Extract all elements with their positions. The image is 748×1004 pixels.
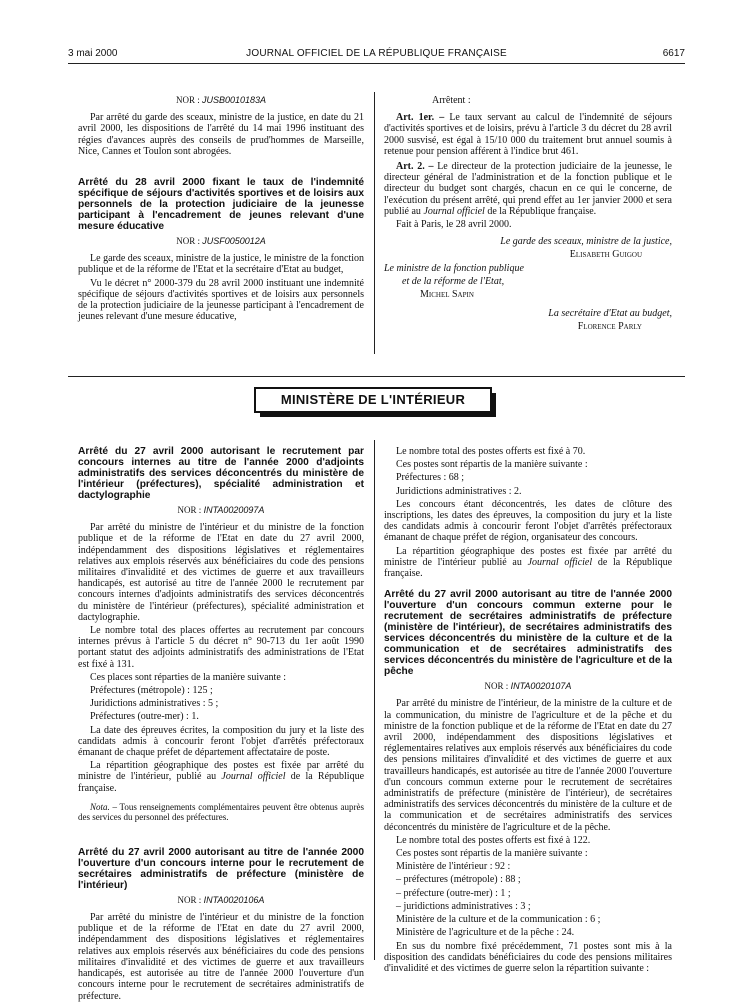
signature-name: Florence Parly — [577, 321, 642, 333]
nor-code: INTA0020106A — [203, 894, 265, 905]
signature-role: La secrétaire d'Etat au budget, — [548, 308, 672, 320]
section-title: Arrêté du 28 avril 2000 fixant le taux de l'indemnité spécifique de séjours d'activités sportives et de loisirs aux personnels de la protection judiciaire de la jeunesse participant à l'encadrement de jeunes relevant d'une mesure éducative — [78, 177, 364, 233]
article-1: Art. 1er. – Le taux servant au calcul de l'indemnité de séjours d'activités sportives et de loisirs, prévu à l'article 3 du décret du 28 avril 2000 susvisé, est égal à 15/10 000 du traitement brut annuel soumis à retenue pour pension afférent à l'indice brut 461. — [384, 112, 673, 157]
list-item: – juridictions administratives : 3 ; — [396, 900, 531, 912]
section-title: Arrêté du 27 avril 2000 autorisant le recrutement par concours internes au titre de l'année 2000 d'adjoints administratifs des services déconcentrés du ministère de l'intérieur (préfectures), spécialité administration et dactylographie — [78, 446, 364, 501]
list-item: – préfecture (outre-mer) : 1 ; — [396, 887, 511, 899]
nor-line: NOR : INTA0020107A — [484, 681, 572, 692]
paragraph: Vu le décret n° 2000-379 du 28 avril 2000 instituant une indemnité spécifique de séjours d'activités sportives et de loisirs aux personnels de la protection judiciaire de la jeunesse participant à l'encadrement de jeunes relevant d'une mesure éducative, — [78, 277, 364, 323]
fait-line: Fait à Paris, le 28 avril 2000. — [396, 219, 512, 231]
paragraph: Par arrêté du ministre de l'intérieur et du ministre de la fonction publique et de la réforme de l'Etat en date du 27 avril 2000, indépendamment des dispositions législatives et réglementaires relatives aux emplois réservés aux bénéficiaires du code des pensions militaires d'invalidité et des victimes de guerre et aux travailleurs handicapés, est autorisée au titre de l'année 2000 l'ouverture d'un concours interne pour le recrutement de secrétaires administratifs de préfecture. — [78, 912, 364, 1002]
signature-role: Le ministre de la fonction publique — [384, 262, 524, 274]
nor-line: NOR : JUSF0050012A — [176, 236, 266, 247]
list-item: Ministère de la culture et de la communication : 6 ; — [396, 914, 601, 926]
note: Nota. – Tous renseignements complémentaires peuvent être obtenus auprès des services du personnel des préfectures. — [78, 801, 364, 823]
signature-name: Michel Sapin — [420, 289, 474, 301]
header-title: JOURNAL OFFICIEL DE LA RÉPUBLIQUE FRANÇAISE — [246, 48, 507, 59]
list-item: Le nombre total des postes offerts est fixé à 70. — [396, 446, 586, 457]
nor-line: NOR : INTA0020097A — [177, 505, 265, 515]
paragraph: Ces places sont réparties de la manière suivante : — [90, 671, 287, 683]
paragraph: Le garde des sceaux, ministre de la justice, le ministre de la fonction publique et de la réforme de l'Etat et la secrétaire d'Etat au budget, — [78, 253, 364, 276]
signature-role: Le garde des sceaux, ministre de la justice, — [500, 236, 672, 248]
column-top-left — [78, 95, 364, 324]
paragraph: La répartition géographique des postes est fixée par arrêté du ministre de l'intérieur, publié au Journal officiel de la République française. — [78, 760, 365, 794]
list-item: – préfectures (métropole) : 88 ; — [396, 874, 521, 886]
section-title: Arrêté du 27 avril 2000 autorisant au titre de l'année 2000 l'ouverture d'un concours interne pour le recrutement de secrétaires administratifs de préfecture (ministère de l'intérieur) — [78, 846, 364, 891]
nor-code: JUSB0010183A — [201, 95, 267, 105]
column-divider-bottom — [374, 440, 375, 960]
column-bottom-right — [384, 446, 672, 976]
header-page-number: 6617 — [662, 48, 685, 59]
header-date: 3 mai 2000 — [68, 48, 118, 59]
nor-code: INTA0020097A — [203, 505, 265, 515]
paragraph: Les concours étant déconcentrés, les dates de clôture des inscriptions, les dates des épreuves, la composition du jury et la liste des candidats admis à concourir feront l'objet d'arrêtés préfectoraux émanant de chaque préfet de région, organisateur des concours. — [384, 498, 672, 544]
list-item: Préfectures (outre-mer) : 1. — [90, 711, 199, 723]
paragraph: Par arrêté du garde des sceaux, ministre de la justice, en date du 21 avril 2000, les dispositions de l'arrêté du 14 mai 1996 instituant des régies d'avances auprès des conseils de prud'hommes de Marseille, Nice, Cannes et Toulon sont abrogées. — [78, 112, 364, 157]
article-2: Art. 2. – Le directeur de la protection judiciaire de la jeunesse, le directeur général de l'administration et de la fonction publique et le directeur du budget sont chargés, chacun en ce qui le concerne, de l'exécution du présent arrêté, qui prend effet au 1er janvier 2000 et sera publié au Journal officiel de la République française. — [384, 161, 672, 217]
paragraph: Par arrêté du ministre de l'intérieur et du ministre de la fonction publique et de la réforme de l'Etat en date du 27 avril 2000, indépendamment des dispositions législatives et réglementaires relatives aux emplois réservés aux bénéficiaires du code des pensions militaires d'invalidité et des victimes de guerre et aux travailleurs handicapés, est autorisé au titre de l'année 2000 le recrutement par concours internes d'adjoints administratifs des services déconcentrés du ministère de l'intérieur (préfectures), spécialité administration et dactylographie. — [78, 522, 364, 623]
column-divider-top — [374, 92, 375, 354]
paragraph: En sus du nombre fixé précédemment, 71 postes sont mis à la disposition des candidats bénéficiaires du code des pensions militaires d'invalidité et des victimes de guerre selon la répartition suivante : — [384, 940, 672, 974]
list-item: Ministère de l'intérieur : 92 : — [396, 861, 511, 873]
list-item: Juridictions administratives : 5 ; — [90, 698, 219, 710]
article-label: Art. 2. – — [396, 161, 434, 173]
list-item: Ces postes sont répartis de la manière suivante : — [396, 459, 588, 471]
section-rule — [68, 376, 685, 377]
list-item: Juridictions administratives : 2. — [396, 485, 522, 497]
list-item: Ministère de l'agriculture et de la pêche : 24. — [396, 927, 575, 939]
paragraph: Le nombre total des places offertes au recrutement par concours internes prévus à l'article 5 du décret n° 90-713 du 1er août 1990 portant statut des adjoints administratifs des administrations de l'Etat est fixé à 131. — [78, 625, 364, 670]
nor-code: INTA0020107A — [510, 681, 572, 692]
page-header — [68, 48, 685, 64]
list-item: Préfectures : 68 ; — [396, 472, 465, 484]
signature-name: Elisabeth Guigou — [569, 249, 642, 261]
header-rule — [68, 63, 685, 64]
paragraph: Ces postes sont répartis de la manière suivante : — [396, 848, 588, 860]
ministry-banner: MINISTÈRE DE L'INTÉRIEUR — [254, 387, 492, 413]
paragraph: Le nombre total des postes offerts est fixé à 122. — [396, 834, 591, 846]
column-top-right — [384, 95, 672, 335]
signature-role: et de la réforme de l'Etat, — [402, 275, 505, 287]
paragraph: La date des épreuves écrites, la composition du jury et la liste des candidats admis à concourir feront l'objet d'arrêtés préfectoraux émanant de chaque préfet de département affectataire de poste. — [78, 724, 364, 759]
arretent: Arrêtent : — [432, 95, 471, 106]
note-label: Nota. – — [90, 801, 117, 812]
section-title: Arrêté du 27 avril 2000 autorisant au titre de l'année 2000 l'ouverture d'un concours commun externe pour le recrutement de secrétaires administratifs de préfecture (ministère de l'intérieur), de secrétaires administratifs des services déconcentrés du ministère de la culture et de la communication et de secrétaires administratifs des services déconcentrés du ministère de l'agriculture et de la pêche — [384, 589, 672, 678]
paragraph: La répartition géographique des postes est fixée par arrêté du ministre de l'intérieur publié au Journal officiel de la République française. — [384, 545, 673, 580]
nor-line: NOR : INTA0020106A — [177, 894, 265, 905]
nor-code: JUSF0050012A — [202, 236, 266, 247]
nor-line: NOR : JUSB0010183A — [175, 95, 267, 105]
article-label: Art. 1er. – — [396, 112, 445, 124]
list-item: Préfectures (métropole) : 125 ; — [90, 685, 213, 697]
column-bottom-left — [78, 446, 364, 1004]
paragraph: Par arrêté du ministre de l'intérieur, de la ministre de la culture et de la communication, du ministre de l'agriculture et de la pêche et du ministre de la fonction publique et de la réforme de l'Etat en date du 27 avril 2000, indépendamment des dispositions législatives et réglementaires relatives aux emplois réservés aux bénéficiaires du code des pensions militaires d'invalidité et des victimes de guerre et aux travailleurs handicapés, est autorisée au titre de l'année 2000 l'ouverture d'un concours commun externe pour le recrutement de secrétaires administratifs de préfecture (ministère de l'intérieur), de secrétaires administratifs des services déconcentrés du ministère de la culture et de la communication et de secrétaires administratifs des services déconcentrés du ministère de l'agriculture et de la pêche. — [384, 698, 672, 833]
